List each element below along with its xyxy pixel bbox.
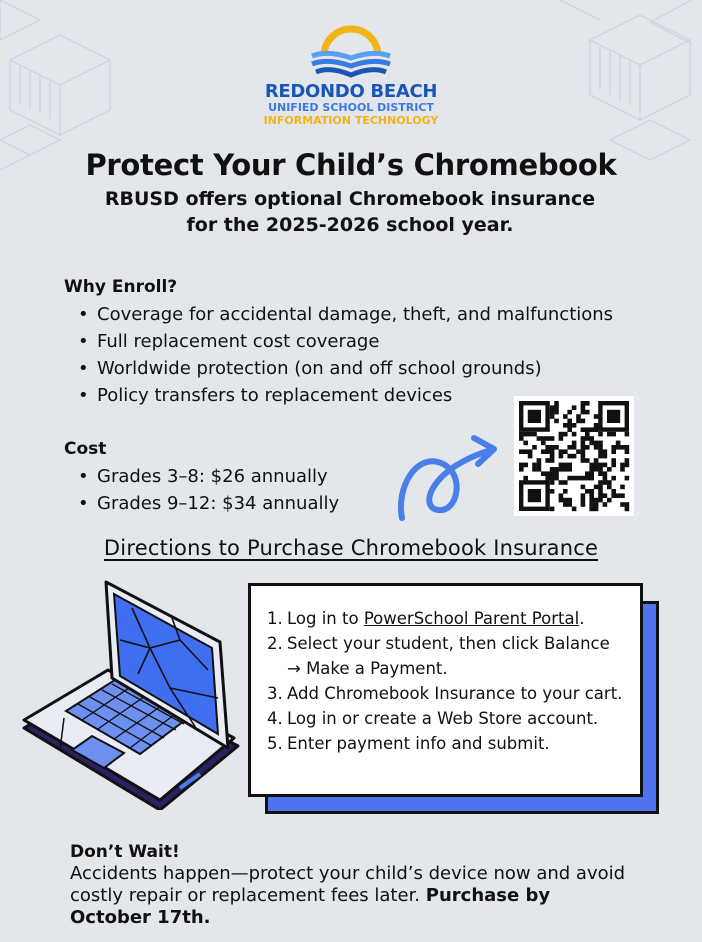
district-logo — [235, 20, 467, 135]
list-item: • Coverage for accidental damage, theft, and malfunctions — [78, 301, 613, 328]
qr-code-icon[interactable] — [514, 396, 634, 516]
step-text: Select your student, then click Balance → Make a Payment. — [287, 634, 610, 678]
list-item: • Grades 3–8: $26 annually — [78, 463, 339, 490]
step-number: 2. — [267, 634, 283, 653]
step-item — [267, 731, 627, 756]
step-text: Log in or create a Web Store account. — [287, 709, 599, 728]
page-subtitle: RBUSD offers optional Chromebook insurance for the 2025-2026 school year. — [104, 188, 596, 236]
curly-arrow-icon — [396, 428, 506, 524]
step-number: 1. — [267, 609, 283, 628]
step-text: Enter payment info and submit. — [287, 734, 550, 753]
sun-waves-icon — [306, 20, 396, 82]
step-number: 3. — [267, 684, 283, 703]
step-number: 4. — [267, 709, 283, 728]
step-number: 5. — [267, 734, 283, 753]
footer-callout — [70, 841, 630, 929]
logo-line-2: UNIFIED SCHOOL DISTRICT — [268, 101, 434, 114]
directions-heading: Directions to Purchase Chromebook Insurance — [103, 536, 599, 560]
cost-list — [78, 463, 339, 517]
step-item — [267, 706, 627, 731]
step-text: Add Chromebook Insurance to your cart. — [287, 684, 623, 703]
step-text: Log in to — [287, 609, 364, 628]
why-enroll-heading: Why Enroll? — [64, 277, 178, 297]
why-enroll-list — [78, 301, 613, 409]
page-title: Protect Your Child’s Chromebook — [85, 148, 617, 182]
list-item: • Worldwide protection (on and off school grounds) — [78, 355, 613, 382]
broken-laptop-icon — [20, 578, 245, 810]
powerschool-parent-portal-link[interactable]: PowerSchool Parent Portal — [363, 609, 580, 628]
purchase-steps-list — [267, 606, 627, 756]
step-text: . — [579, 609, 585, 628]
step-item — [267, 606, 627, 631]
footer-heading: Don’t Wait! — [70, 842, 180, 862]
footer-deadline: Purchase by October 17th. — [70, 885, 551, 928]
list-item: • Policy transfers to replacement devices — [78, 382, 613, 409]
purchase-steps-box — [248, 583, 643, 797]
logo-line-3: INFORMATION TECHNOLOGY — [263, 114, 439, 127]
list-item: • Full replacement cost coverage — [78, 328, 613, 355]
step-item — [267, 681, 627, 706]
logo-line-1: REDONDO BEACH — [264, 81, 438, 102]
cost-heading: Cost — [64, 439, 107, 459]
footer-text: Accidents happen—protect your child’s device now and avoid costly repair or replacement fees later. — [70, 863, 626, 906]
step-item — [267, 631, 627, 681]
list-item: • Grades 9–12: $34 annually — [78, 490, 339, 517]
